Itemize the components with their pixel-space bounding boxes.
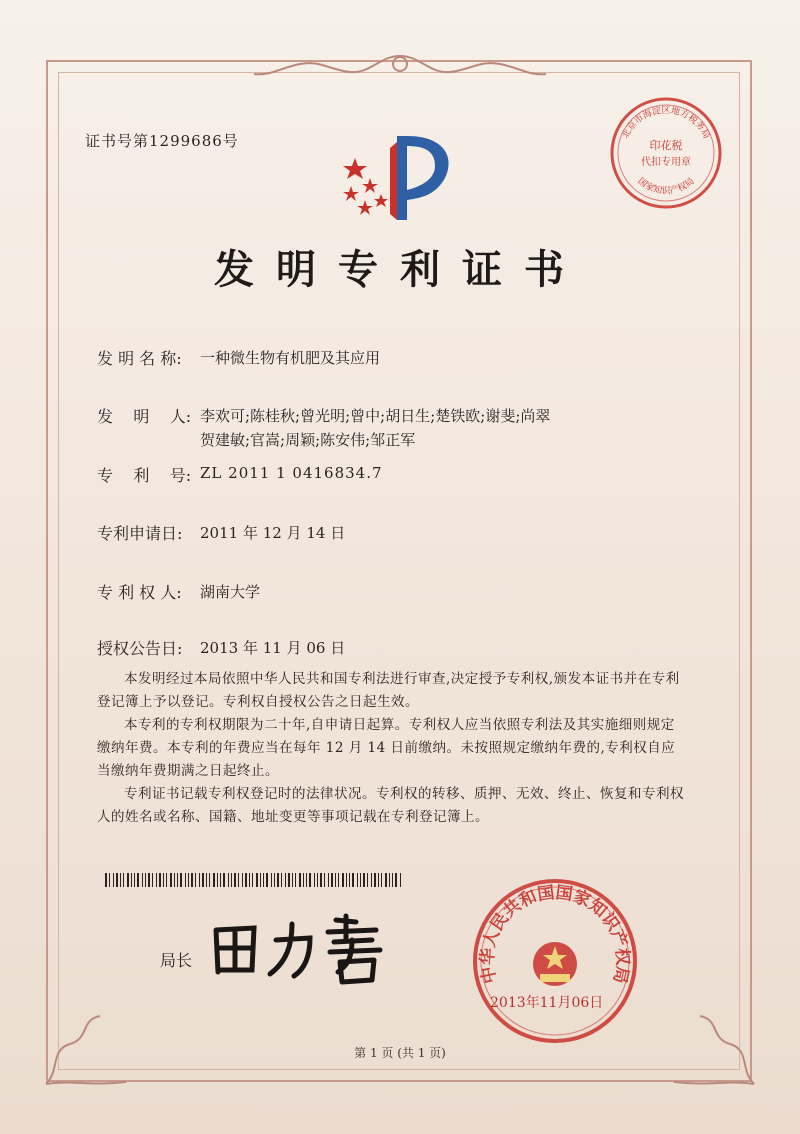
seal-center-line2: 代扣专用章 xyxy=(641,157,691,168)
inventors-value-line1: 李欢可;陈桂秋;曾光明;曾中;胡日生;楚铁欧;谢斐;尚翠 xyxy=(200,407,551,425)
page-footer: 第 1 页 (共 1 页) xyxy=(354,1046,446,1060)
certificate-title: 发明专利证书 xyxy=(214,246,586,293)
body-paragraph-2: 本专利的专利权期限为二十年,自申请日起算。专利权人应当依照专利法及其实施细则规定缴纳年费。本专利的年费应当在每年 12 月 14 日前缴纳。未按照规定缴纳年费的,专利权自应当缴纳年费期满之日起终止。 xyxy=(97,717,676,779)
patentee-value: 湖南大学 xyxy=(200,583,261,601)
filing-date-value: 2011 年 12 月 14 日 xyxy=(200,524,346,542)
svg-text:北京市海淀区地方税务局: 北京市海淀区地方税务局 xyxy=(620,106,712,141)
seal-center-line1: 印花税 xyxy=(649,139,683,152)
patent-number-value: ZL 2011 1 0416834.7 xyxy=(200,464,383,482)
patent-number-label: 专 利 号: xyxy=(97,466,192,485)
announcement-date-value: 2013 年 11 月 06 日 xyxy=(200,639,346,657)
barcode xyxy=(105,873,405,887)
announcement-date-label: 授权公告日: xyxy=(97,639,183,658)
stamp-duty-seal xyxy=(606,93,726,213)
inventors-value-line2: 贺建敏;官嵩;周颖;陈安伟;邹正军 xyxy=(200,431,416,449)
svg-text:中华人民共和国国家知识产权局: 中华人民共和国国家知识产权局 xyxy=(477,882,633,986)
director-signature xyxy=(206,910,406,990)
invention-name-label: 发 明 名 称: xyxy=(97,349,182,368)
body-paragraph-1: 本发明经过本局依照中华人民共和国专利法进行审查,决定授予专利权,颁发本证书并在专利登记簿上予以登记。专利权自授权公告之日起生效。 xyxy=(97,671,680,710)
official-seal xyxy=(470,876,640,1046)
seal-date: 2013年11月06日 xyxy=(490,995,604,1011)
invention-name-value: 一种微生物有机肥及其应用 xyxy=(200,349,381,367)
top-ornament xyxy=(250,52,550,82)
patent-office-logo xyxy=(335,128,465,228)
certificate-number: 证书号第1299686号 xyxy=(85,132,239,150)
inventors-label: 发 明 人: xyxy=(97,407,192,426)
patentee-label: 专 利 权 人: xyxy=(97,583,182,602)
director-label: 局长 xyxy=(160,951,193,970)
svg-text:国家知识产权局: 国家知识产权局 xyxy=(635,176,697,197)
filing-date-label: 专利申请日: xyxy=(97,524,183,543)
body-paragraph-3: 专利证书记载专利权登记时的法律状况。专利权的转移、质押、无效、终止、恢复和专利权人的姓名或名称、国籍、地址变更等事项记载在专利登记簿上。 xyxy=(97,786,684,825)
